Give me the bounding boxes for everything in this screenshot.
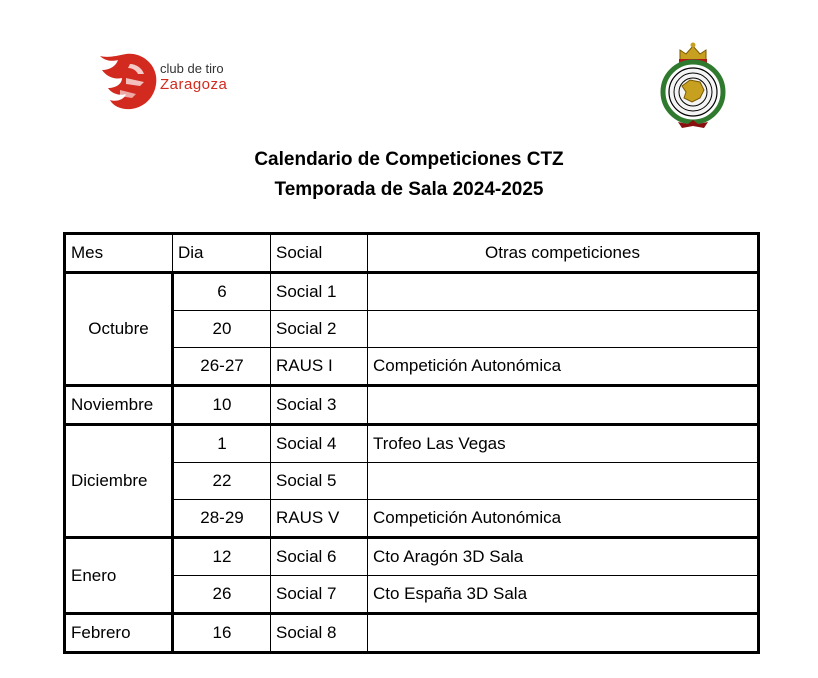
table-row (65, 386, 759, 425)
club-logo-line1: club de tiro (160, 61, 224, 76)
dia-cell: 1 (173, 425, 271, 463)
month-cell: Enero (65, 538, 173, 614)
title-line-2: Temporada de Sala 2024-2025 (274, 179, 544, 200)
otras-cell: Competición Autonómica (368, 500, 759, 538)
social-cell: Social 3 (271, 386, 368, 425)
dia-cell: 6 (173, 273, 271, 311)
otras-cell: Trofeo Las Vegas (368, 425, 759, 463)
header-social: Social (271, 234, 368, 273)
table-row (65, 538, 759, 576)
otras-cell (368, 463, 759, 500)
club-logo-line2: Zaragoza (160, 76, 228, 93)
competition-calendar-table (63, 232, 760, 654)
otras-cell: Cto España 3D Sala (368, 576, 759, 614)
table-header-row (65, 234, 759, 273)
otras-cell: Competición Autonómica (368, 348, 759, 386)
otras-cell (368, 273, 759, 311)
social-cell: RAUS V (271, 500, 368, 538)
social-cell: Social 6 (271, 538, 368, 576)
table-row (65, 425, 759, 463)
otras-cell (368, 311, 759, 348)
otras-cell (368, 614, 759, 653)
otras-cell: Cto Aragón 3D Sala (368, 538, 759, 576)
header-dia: Dia (173, 234, 271, 273)
dia-cell: 16 (173, 614, 271, 653)
dia-cell: 26-27 (173, 348, 271, 386)
month-cell: Febrero (65, 614, 173, 653)
social-cell: Social 2 (271, 311, 368, 348)
table-row (65, 273, 759, 311)
dia-cell: 28-29 (173, 500, 271, 538)
header-otras: Otras competiciones (368, 234, 759, 273)
page-title (0, 145, 818, 205)
social-cell: Social 5 (271, 463, 368, 500)
social-cell: Social 1 (271, 273, 368, 311)
dia-cell: 12 (173, 538, 271, 576)
rfeta-crest-icon (660, 40, 726, 132)
month-cell: Octubre (65, 273, 173, 386)
title-line-1: Calendario de Competiciones CTZ (254, 149, 564, 170)
lion-head-icon (96, 50, 160, 112)
club-logo (96, 50, 256, 112)
social-cell: Social 8 (271, 614, 368, 653)
month-cell: Diciembre (65, 425, 173, 538)
otras-cell (368, 386, 759, 425)
dia-cell: 22 (173, 463, 271, 500)
social-cell: RAUS I (271, 348, 368, 386)
social-cell: Social 4 (271, 425, 368, 463)
social-cell: Social 7 (271, 576, 368, 614)
month-cell: Noviembre (65, 386, 173, 425)
dia-cell: 20 (173, 311, 271, 348)
dia-cell: 26 (173, 576, 271, 614)
table-row (65, 614, 759, 653)
dia-cell: 10 (173, 386, 271, 425)
header-mes: Mes (65, 234, 173, 273)
